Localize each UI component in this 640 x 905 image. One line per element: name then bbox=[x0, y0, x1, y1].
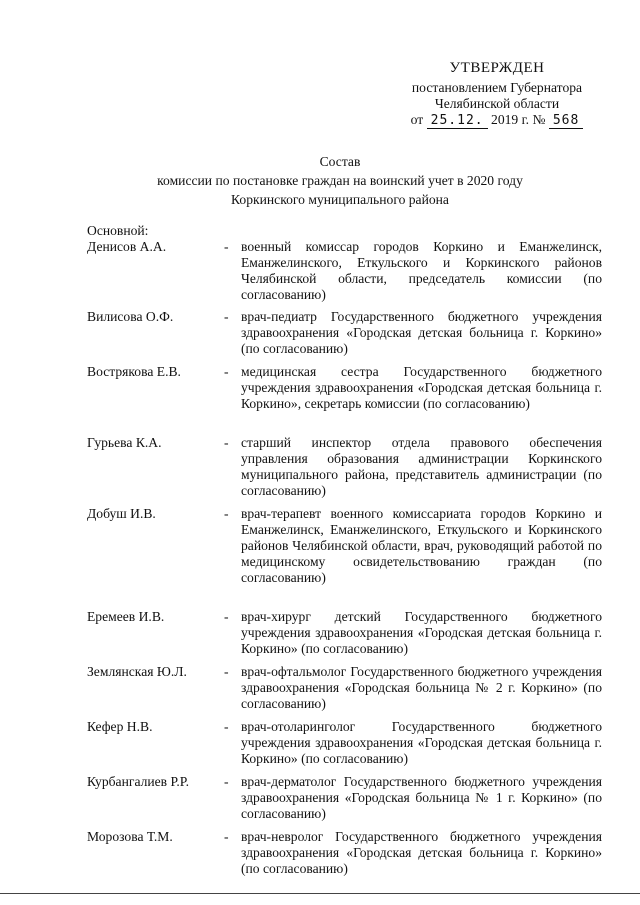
member-name: Курбангалиев Р.Р. bbox=[87, 774, 190, 789]
member-name: Землянская Ю.Л. bbox=[87, 664, 187, 679]
member-role: военный комиссар городов Коркино и Еманжелинск, Еманжелинского, Еткульского и Коркинского районов Челябинской области, председатель комиссии (по согласованию) bbox=[241, 239, 602, 302]
member-dash: - bbox=[224, 609, 229, 624]
member-row bbox=[87, 829, 602, 884]
member-dash: - bbox=[224, 664, 229, 679]
member-name: Еремеев И.В. bbox=[87, 609, 165, 624]
approval-heading: УТВЕРЖДЕН bbox=[449, 60, 545, 76]
title-line-3: Коркинского муниципального района bbox=[231, 192, 449, 207]
member-name: Кефер Н.В. bbox=[87, 719, 153, 734]
member-name: Денисов А.А. bbox=[87, 239, 167, 254]
member-dash: - bbox=[224, 719, 229, 734]
member-role: старший инспектор отдела правового обеспечения управления образования администрации Коркинского муниципального района, представитель администрации (по согласованию) bbox=[241, 435, 602, 498]
member-role: медицинская сестра Государственного бюджетного учреждения здравоохранения «Городская детская больница г. Коркино», секретарь комиссии (по согласованию) bbox=[241, 364, 602, 411]
member-dash: - bbox=[224, 364, 229, 379]
approval-date-line bbox=[392, 112, 602, 129]
approval-block bbox=[392, 60, 602, 129]
member-dash: - bbox=[224, 829, 229, 844]
member-name: Морозова Т.М. bbox=[87, 829, 173, 844]
date-prefix: от bbox=[410, 112, 424, 127]
member-role: врач-невролог Государственного бюджетного учреждения здравоохранения «Городская детская больница г. Коркино» (по согласованию) bbox=[241, 829, 602, 876]
member-name: Вилисова О.Ф. bbox=[87, 309, 174, 324]
member-row bbox=[87, 774, 602, 829]
bottom-rule bbox=[0, 893, 640, 894]
member-row bbox=[87, 719, 602, 774]
member-row bbox=[87, 309, 602, 364]
member-role: врач-хирург детский Государственного бюджетного учреждения здравоохранения «Городская детская больница г. Коркино» (по согласованию) bbox=[241, 609, 602, 656]
member-row bbox=[87, 609, 602, 664]
section-label: Основной: bbox=[87, 223, 149, 238]
member-name: Добуш И.В. bbox=[87, 506, 156, 521]
member-row bbox=[87, 239, 602, 309]
member-dash: - bbox=[224, 506, 229, 521]
approval-date: 25.12. bbox=[427, 113, 488, 129]
approval-line-1: постановлением Губернатора bbox=[411, 80, 583, 95]
member-row bbox=[87, 664, 602, 719]
member-dash: - bbox=[224, 309, 229, 324]
approval-year: 2019 г. № bbox=[491, 112, 546, 127]
title-line-2: комиссии по постановке граждан на воинский учет в 2020 году bbox=[157, 173, 523, 188]
member-role: врач-педиатр Государственного бюджетного учреждения здравоохранения «Городская детская больница г. Коркино» (по согласованию) bbox=[241, 309, 602, 356]
member-row bbox=[87, 435, 602, 506]
member-dash: - bbox=[224, 239, 229, 254]
members-list bbox=[87, 239, 602, 884]
document-title bbox=[40, 152, 640, 209]
member-role: врач-дерматолог Государственного бюджетного учреждения здравоохранения «Городская больница № 1 г. Коркино» (по согласованию) bbox=[241, 774, 602, 821]
member-row bbox=[87, 506, 602, 609]
member-name: Гурьева К.А. bbox=[87, 435, 162, 450]
member-row bbox=[87, 364, 602, 435]
approval-line-2: Челябинской области bbox=[434, 96, 560, 111]
member-role: врач-офтальмолог Государственного бюджетного учреждения здравоохранения «Городская больница № 2 г. Коркино» (по согласованию) bbox=[241, 664, 602, 711]
member-dash: - bbox=[224, 774, 229, 789]
member-dash: - bbox=[224, 435, 229, 450]
member-role: врач-терапевт военного комиссариата городов Коркино и Еманжелинск, Еманжелинского, Еткульского и Коркинского районов Челябинской области, врач, руководящий работой по медицинскому освидетельствованию граждан (по согласованию) bbox=[241, 506, 602, 585]
title-line-1: Состав bbox=[319, 154, 361, 169]
approval-number: 568 bbox=[549, 113, 583, 129]
member-name: Вострякова Е.В. bbox=[87, 364, 181, 379]
member-role: врач-отоларинголог Государственного бюджетного учреждения здравоохранения «Городская детская больница г. Коркино» (по согласованию) bbox=[241, 719, 602, 766]
